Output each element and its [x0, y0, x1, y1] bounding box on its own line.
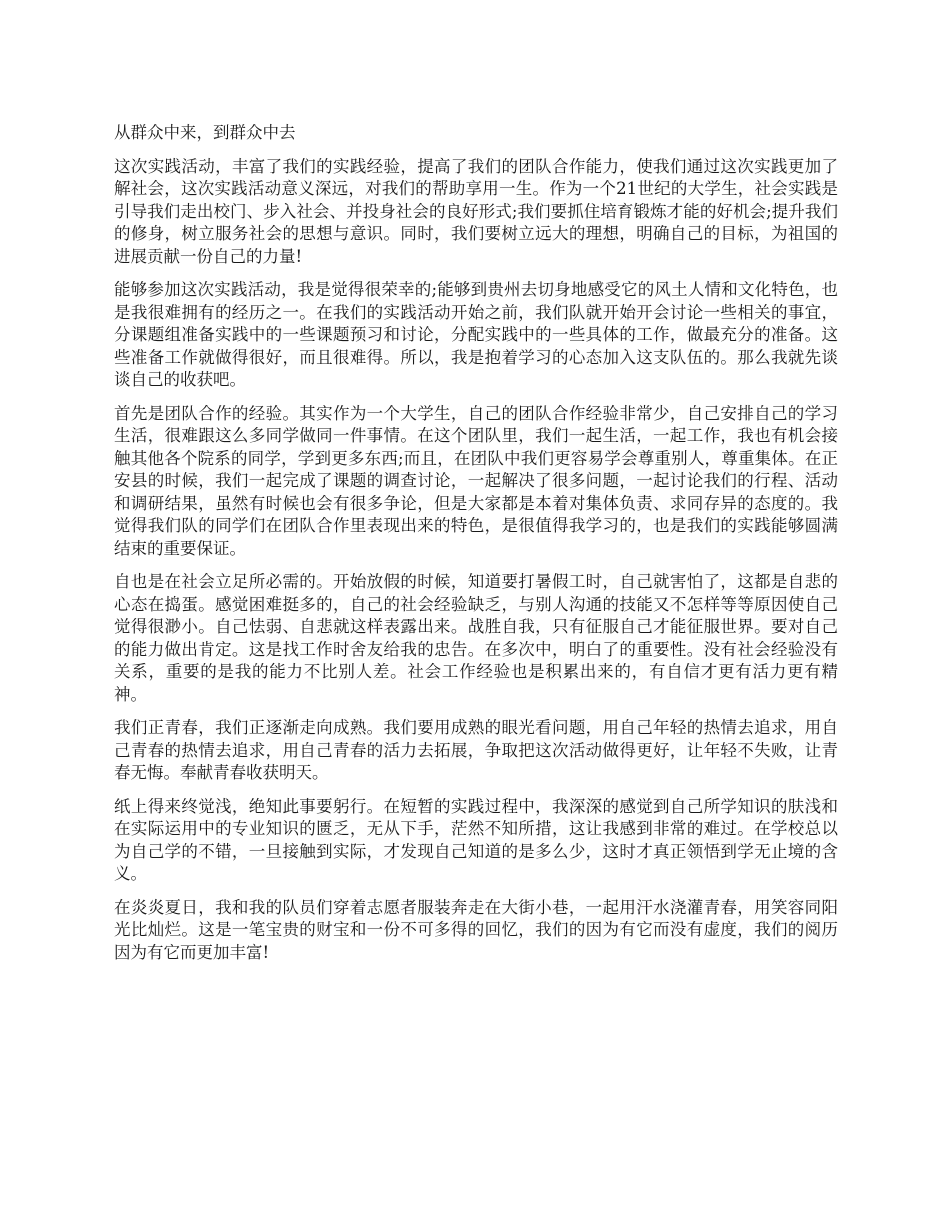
- paragraph-4: 自也是在社会立足所必需的。开始放假的时候，知道要打暑假工时，自己就害怕了，这都是自悲的心态在捣蛋。感觉困难挺多的，自己的社会经验缺乏，与别人沟通的技能又不怎样等等原因使自己觉得很渺小。自己怯弱、自悲就这样表露出来。战胜自我，只有征服自己才能征服世界。要对自己的能力做出肯定。这是找工作时舍友给我的忠告。在多次中，明白了的重要性。没有社会经验没有关系，重要的是我的能力不比别人差。社会工作经验也是积累出来的，有自信才更有活力更有精神。: [114, 572, 838, 704]
- document-body: [114, 122, 838, 975]
- paragraph-5: 我们正青春，我们正逐渐走向成熟。我们要用成熟的眼光看问题，用自己年轻的热情去追求，用自己青春的热情去追求，用自己青春的活力去拓展，争取把这次活动做得更好，让年轻不失败，让青春无悔。奉献青春收获明天。: [114, 718, 838, 782]
- paragraph-6: 纸上得来终觉浅，绝知此事要躬行。在短暂的实践过程中，我深深的感觉到自己所学知识的肤浅和在实际运用中的专业知识的匮乏，无从下手，茫然不知所措，这让我感到非常的难过。在学校总以为自己学的不错，一旦接触到实际，才发现自己知道的是多么少，这时才真正领悟到学无止境的含义。: [114, 796, 838, 883]
- paragraph-3: 首先是团队合作的经验。其实作为一个大学生，自己的团队合作经验非常少，自己安排自己的学习生活，很难跟这么多同学做同一件事情。在这个团队里，我们一起生活，一起工作，我也有机会接触其他各个院系的同学，学到更多东西;而且，在团队中我们更容易学会尊重别人，尊重集体。在正安县的时候，我们一起完成了课题的调查讨论，一起解决了很多问题，一起讨论我们的行程、活动和调研结果，虽然有时候也会有很多争论，但是大家都是本着对集体负责、求同存异的态度的。我觉得我们队的同学们在团队合作里表现出来的特色，是很值得我学习的，也是我们的实践能够圆满结束的重要保证。: [114, 403, 838, 558]
- paragraph-2: 能够参加这次实践活动，我是觉得很荣幸的;能够到贵州去切身地感受它的风土人情和文化特色，也是我很难拥有的经历之一。在我们的实践活动开始之前，我们队就开始开会讨论一些相关的事宜，分课题组准备实践中的一些课题预习和讨论，分配实践中的一些具体的工作，做最充分的准备。这些准备工作就做得很好，而且很难得。所以，我是抱着学习的心态加入这支队伍的。那么我就先谈谈自己的收获吧。: [114, 280, 838, 389]
- document-title: 从群众中来，到群众中去: [114, 123, 296, 142]
- paragraph-1: 这次实践活动，丰富了我们的实践经验，提高了我们的团队合作能力，使我们通过这次实践更加了解社会，这次实践活动意义深远，对我们的帮助享用一生。作为一个21世纪的大学生，社会实践是引导我们走出校门、步入社会、并投身社会的良好形式;我们要抓住培育锻炼才能的好机会;提升我们的修身，树立服务社会的思想与意识。同时，我们要树立远大的理想，明确自己的目标，为祖国的进展贡献一份自己的力量!: [114, 156, 838, 266]
- paragraph-7: 在炎炎夏日，我和我的队员们穿着志愿者服装奔走在大街小巷，一起用汗水浇灌青春，用笑容同阳光比灿烂。这是一笔宝贵的财宝和一份不可多得的回忆，我们的因为有它而没有虚度，我们的阅历因为有它而更加丰富!: [114, 897, 838, 962]
